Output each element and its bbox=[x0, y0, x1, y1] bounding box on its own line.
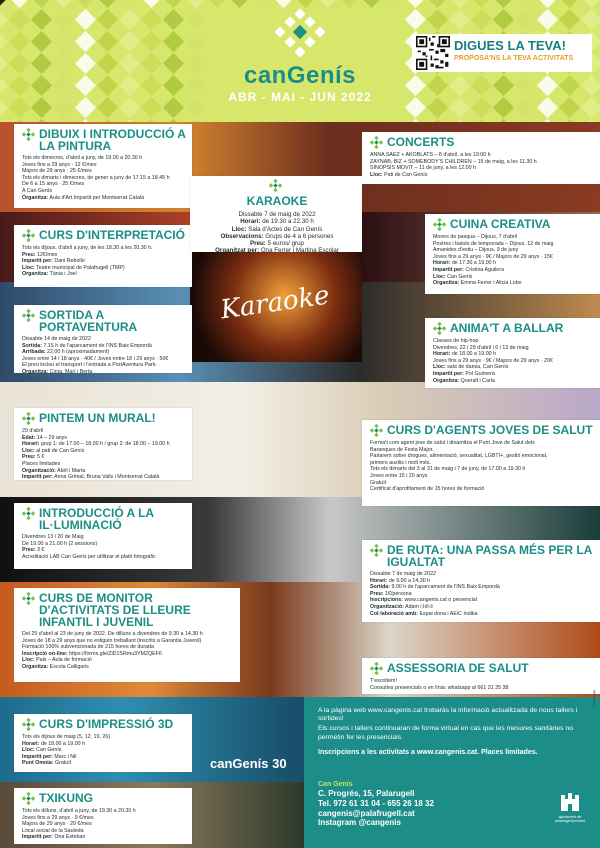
cross-icon bbox=[433, 322, 446, 335]
detail-line: Sortida: 9.00 h de l'aparcament de l'INS Baix Empordà bbox=[370, 584, 500, 591]
web-info: A la pàgina web www.cangenis.cat trobaràs la informació actualitzada de nous tallers i sortides! bbox=[318, 707, 578, 723]
activity-title: CURS D'AGENTS JOVES DE SALUT bbox=[387, 423, 593, 437]
detail-line: Lloc: al pati de Can Genís bbox=[22, 447, 85, 454]
activity-title: CONCERTS bbox=[387, 135, 455, 149]
activity-title: SORTIDA A PORTAVENTURA bbox=[39, 308, 138, 334]
contact-name: Can Genís bbox=[318, 781, 353, 788]
activity-title: CUINA CREATIVA bbox=[450, 217, 551, 231]
feedback-title: DIGUES LA TEVA! bbox=[454, 38, 566, 53]
activity-details bbox=[433, 234, 594, 287]
activity-title: INTRODUCCIÓ A LA IL·LUMINACIÓ bbox=[39, 506, 154, 532]
detail-line: El preu inclou el transport i l'entrada a PortAventura Park. bbox=[22, 362, 157, 369]
detail-line: Tots els dimarts del 3 al 31 de maig i 7 de juny, de 17.00 a 19.30 h bbox=[370, 466, 526, 473]
detail-line: Baranques de Festa Major. bbox=[370, 446, 434, 453]
activity-mural[interactable] bbox=[14, 408, 192, 480]
detail-line: De 19.00 a 21.00 h (2 sessions) bbox=[22, 540, 98, 547]
detail-line: ZAYNAB, BIZ + SOMEBODY'S CHILDREN – 15 de maig, a les 11.30 h bbox=[370, 158, 537, 165]
activity-details bbox=[433, 338, 594, 384]
activity-details bbox=[198, 211, 356, 255]
castle-icon bbox=[559, 791, 581, 813]
detail-line: Preu: 3 € bbox=[22, 547, 45, 554]
activity-title: CURS D'INTERPRETACIÓ bbox=[39, 228, 185, 242]
detail-line: Places limitades bbox=[22, 460, 61, 467]
detail-line: Dissabte 7 de maig de 2022 bbox=[370, 571, 436, 577]
detail-line: Preu: 1€/persona bbox=[370, 590, 412, 597]
detail-line: Divendres 13 i 20 de Maig bbox=[22, 534, 84, 540]
detail-line: Lloc: Teatre municipal de Palafrugell (TMP) bbox=[22, 264, 125, 271]
activity-title: DIBUIX I INTRODUCCIÓ A LA PINTURA bbox=[39, 127, 186, 153]
cross-icon bbox=[22, 718, 35, 731]
contact-address: C. Progrés, 15, Palarugell bbox=[318, 789, 415, 799]
detail-line: Classes de hip-hop bbox=[433, 338, 479, 344]
detail-line: Lloc: Can Genís bbox=[433, 273, 473, 280]
detail-line: Organitza: Aula d'Art Impartit per Montserrat Català bbox=[22, 194, 145, 201]
detail-line: Preu: 5 € bbox=[22, 454, 45, 461]
detail-line: Consultes presencials o en línia: whatsapp al 661 31 35 38 bbox=[370, 684, 509, 691]
detail-line: Horari: de 9.00 a 14.30 h bbox=[370, 577, 431, 584]
cross-icon bbox=[22, 792, 35, 805]
cross-icon bbox=[370, 136, 383, 149]
activity-details bbox=[22, 734, 186, 767]
cross-icon bbox=[22, 592, 35, 605]
activity-interpretacio[interactable] bbox=[14, 225, 192, 287]
activity-details bbox=[22, 808, 186, 841]
detail-line: Horari: de 19.30 a 22.30 h bbox=[240, 218, 314, 226]
detail-line: Del 25 d'abril al 23 de juny de 2022. De dilluns a divendres de 9.30 a 14.30 h bbox=[22, 631, 203, 637]
activity-details bbox=[370, 152, 594, 178]
karaoke-photo bbox=[190, 252, 362, 362]
feedback-subtitle: PROPOSA'NS LA TEVA ACTIVITATS bbox=[454, 55, 574, 62]
detail-line: Organitza: Emma Ferrer i Alicia Lobo bbox=[433, 280, 522, 287]
activity-details bbox=[22, 336, 186, 376]
detail-line: Formació 100% subvencionada de 215 hores de durada bbox=[22, 644, 154, 651]
activity-ruta[interactable] bbox=[362, 540, 600, 622]
detail-line: Gratuït bbox=[370, 479, 387, 486]
detail-line: Certificat d'aprofitament de 15 hores de formació bbox=[370, 486, 485, 493]
detail-line: Tots els dijous de maig (5, 12, 19, 26) bbox=[22, 734, 111, 740]
detail-line: Lloc: Can Genís bbox=[22, 747, 62, 754]
detail-line: Joves fins a 29 anys · 9€ / Majors de 29 anys · 15€ bbox=[433, 253, 553, 260]
activity-details bbox=[22, 245, 186, 278]
cross-icon bbox=[22, 229, 35, 242]
detail-line: Joves entre 15 i 20 anys bbox=[370, 472, 428, 479]
activity-title: KARAOKE bbox=[246, 194, 308, 208]
detail-line: Impartit per: Marc i Nil bbox=[22, 753, 77, 760]
contact-phone[interactable]: Tel. 972 61 31 04 - 655 26 18 32 bbox=[318, 799, 434, 808]
detail-line: Impartit per: Pol Guimerà bbox=[433, 370, 495, 377]
detail-line: Organitza: Cinta, Marí i Berta bbox=[22, 368, 93, 375]
detail-line: Organitza: Escola Calligaris bbox=[22, 663, 89, 670]
karaoke-photo-word: Karaoke bbox=[218, 280, 332, 326]
detail-line: Preu: 5 euros/ grup bbox=[249, 240, 304, 248]
ajuntament-label: ajuntament de palafrugell joventut bbox=[554, 815, 586, 824]
detail-line: Joves fins a 29 anys · 9€ / Majors de 29 anys · 20€ bbox=[433, 357, 553, 364]
activity-cuina[interactable] bbox=[425, 214, 600, 294]
detail-line: Sortida: 7.15 h de l'aparcament de l'INS Baix Empordà bbox=[22, 342, 152, 349]
detail-line: Horari: de 18.00 a 19.00 h bbox=[22, 740, 86, 747]
detail-line: Lloc: Sala d'Actes de Can Genís bbox=[231, 225, 323, 233]
detail-line: Edat: 14 – 29 anys bbox=[22, 434, 68, 441]
brand-title: canGenís bbox=[243, 62, 357, 89]
detail-line: Acreditació LAB Can Genís per utilitzar el plató fotogràfic bbox=[22, 553, 156, 560]
virtual-notice: Els cursos i tallers continuaran de forma virtual en cas que les mesures sanitàries no permetin fer les presencials. bbox=[318, 725, 574, 741]
detail-line: Tots els dijous, d'abril a juny, de les 18.30 a les 20.30 h. bbox=[22, 245, 153, 251]
cross-icon bbox=[22, 412, 35, 425]
detail-line: Horari: grup 1: de 17.00 – 18.00 h / grup 2: de 18.00 – 19.00 h bbox=[22, 441, 170, 448]
header bbox=[0, 0, 600, 122]
detail-line: Tots els dimecres, d'abril a juny, de 19.00 a 20.30 h bbox=[22, 155, 143, 161]
activity-assessoria[interactable] bbox=[362, 658, 600, 694]
detail-line: Amanides d'estiu – Dijous, 9 de juny bbox=[433, 247, 519, 254]
cangenis-logo-icon bbox=[272, 8, 328, 64]
contact-email[interactable]: cangenis@palafrugell.cat bbox=[318, 808, 415, 818]
detail-line: Arribada: 22.00 h (aproximadament) bbox=[22, 349, 110, 356]
detail-line: 29 d'abril bbox=[22, 428, 44, 434]
detail-line: A Can Genís bbox=[22, 187, 53, 194]
detail-line: Dissabte 14 de maig de 2022 bbox=[22, 336, 91, 342]
legal-deposit: Dipòsit legal bbox=[592, 690, 596, 707]
activity-title: ANIMA'T A BALLAR bbox=[450, 321, 564, 335]
detail-line: Impartit per: Cristina Aguilera bbox=[433, 266, 504, 273]
detail-line: Inscripcions: www.cangenis.cat o presencial bbox=[370, 597, 477, 604]
detail-line: Horari: de 18.00 a 19.00 h bbox=[433, 351, 497, 358]
contact-instagram[interactable]: Instagram @cangenis bbox=[318, 818, 401, 828]
qr-code-icon[interactable] bbox=[416, 36, 450, 70]
period-label: ABR - MAI - JUN 2022 bbox=[228, 90, 372, 104]
activity-details bbox=[370, 571, 594, 617]
detail-line: Majors de 29 anys · 25 €/mes bbox=[22, 168, 92, 175]
cross-icon bbox=[269, 179, 282, 192]
activity-title: CURS DE MONITOR D'ACTIVITATS DE LLEURE INFANTIL I JUVENIL bbox=[39, 591, 191, 629]
activity-agents[interactable] bbox=[362, 420, 600, 506]
cross-icon bbox=[370, 662, 383, 675]
detail-line: Preu: 12€/mes bbox=[22, 251, 58, 258]
cross-icon bbox=[433, 218, 446, 231]
activity-details bbox=[22, 428, 186, 481]
activity-impressio[interactable] bbox=[14, 714, 192, 772]
detail-line: SINOPSIS MOVIT – 11 de juny, a les 12.00 h bbox=[370, 165, 476, 172]
detail-line: Inscripció on-line: https://forms.gle/ZiD1SRmu3YM2QEF6 bbox=[22, 650, 162, 657]
activity-title: ASSESSORIA DE SALUT bbox=[387, 661, 529, 675]
detail-line: Tots els dilluns, d'abril a juny, de 19.30 a 20.30 h bbox=[22, 808, 136, 814]
contact-block bbox=[318, 781, 434, 828]
activity-title: TXIKUNG bbox=[39, 791, 93, 805]
activity-illuminacio[interactable] bbox=[14, 503, 192, 569]
detail-line: ANNA SAEZ + AKOBLATS – 8 d'abril, a les 19.00 h bbox=[370, 152, 491, 158]
signup-info[interactable]: Inscripcions a les activitats a www.cangenis.cat. Places limitades. bbox=[318, 748, 538, 756]
detail-line: Forma't com agent jove de salut i dinamitza el Punt Jove de Salut dels bbox=[370, 440, 535, 446]
detail-line: primers auxilis i molt més. bbox=[370, 459, 431, 466]
cross-icon bbox=[22, 507, 35, 520]
cangenis-30-logo: canGenís 30 bbox=[210, 756, 287, 771]
detail-line: Lloc: Pati de Can Genís bbox=[370, 171, 428, 178]
activity-details bbox=[22, 631, 234, 671]
detail-line: Joves de 18 a 29 anys que no estiguin treballant (inscrits a Garantia Juvenil) bbox=[22, 637, 202, 644]
detail-line: Organització: Abril i Marta bbox=[22, 467, 86, 474]
activity-details bbox=[22, 534, 186, 560]
activity-monitor[interactable] bbox=[14, 588, 240, 682]
detail-line: Majors de 29 anys · 20 €/mes bbox=[22, 821, 92, 828]
activity-dibuix[interactable] bbox=[14, 124, 192, 208]
activity-details bbox=[370, 678, 594, 691]
detail-line: Organitza: Tània i Joel bbox=[22, 271, 77, 278]
detail-line: Impartit per: Ona Esteban bbox=[22, 834, 86, 841]
cross-icon bbox=[22, 309, 35, 322]
detail-line: Horari: de 17.30 a 19.00 h bbox=[433, 260, 497, 267]
detail-line: Punt Òmnia: Gratuït bbox=[22, 760, 72, 767]
detail-line: Organitza: Queralt i Carla bbox=[433, 377, 495, 384]
detail-line: Joves fins a 29 anys · 12 €/mes bbox=[22, 161, 97, 168]
detail-line: Dissabte 7 de maig de 2022 bbox=[238, 211, 316, 218]
cross-icon bbox=[370, 544, 383, 557]
cross-icon bbox=[370, 424, 383, 437]
activity-concerts[interactable] bbox=[362, 132, 600, 184]
detail-line: Local social de la Sauleda bbox=[22, 827, 84, 834]
activity-portaventura[interactable] bbox=[14, 305, 192, 373]
info-panel bbox=[304, 697, 600, 848]
activity-title: CURS D'IMPRESSIÓ 3D bbox=[39, 717, 174, 731]
activity-details bbox=[22, 155, 186, 201]
detail-line: Joves entre 14 i 18 anys · 40€ / Joves entre 18 i 29 anys · 50€ bbox=[22, 355, 169, 362]
detail-line: Postres i batuts de temporada – Dijous, 12 de maig bbox=[433, 240, 554, 247]
detail-line: Divendres, 22 i 29 d'abril i 6 i 13 de maig bbox=[433, 344, 529, 351]
activity-ballar[interactable] bbox=[425, 318, 600, 388]
activity-title: PINTEM UN MURAL! bbox=[39, 411, 156, 425]
detail-line: De 6 a 15 anys · 25 €/mes bbox=[22, 181, 85, 188]
detail-line: Observacions: Grups de 4 a 6 persones bbox=[220, 232, 334, 240]
detail-line: Organització: Adam i Iril·li bbox=[370, 603, 433, 610]
activity-karaoke[interactable] bbox=[190, 176, 362, 255]
detail-line: T'escoltem! bbox=[370, 678, 397, 684]
detail-line: Impartit per: Anna Grimal, Bruna Valls i Montserrat Català bbox=[22, 474, 160, 481]
detail-line: Joves fins a 29 anys · 9 €/mes bbox=[22, 814, 94, 821]
detail-line: Mones de pasqua – Dijous, 7 d'abril bbox=[433, 234, 518, 240]
detail-line: Col·laboració amb: Espai dona i AEiC Indika bbox=[370, 610, 478, 617]
cross-icon bbox=[22, 128, 35, 141]
detail-line: Organitzat per: Ona Ferrer i Martina Escolar bbox=[215, 247, 339, 255]
detail-line: Lloc: sala de dansa, Can Genís bbox=[433, 364, 509, 371]
feedback-box[interactable] bbox=[412, 34, 592, 72]
detail-line: Tots els dimarts i dimecres, de gener a juny de 17.15 a 18.45 h bbox=[22, 174, 170, 181]
activity-title: DE RUTA: UNA PASSA MÉS PER LA IGUALTAT bbox=[387, 543, 592, 569]
ajuntament-logo bbox=[550, 791, 590, 823]
detail-line: Lloc: Pals – Aula de formació bbox=[22, 657, 92, 664]
activity-details bbox=[370, 440, 594, 493]
detail-line: Parlarem sobre drogues, alimentació, sexualitat, LGBTI+, gestió emocional, bbox=[370, 453, 548, 460]
activity-txikung[interactable] bbox=[14, 788, 192, 844]
detail-line: Impartit per: Dani Rebollo bbox=[22, 258, 85, 265]
